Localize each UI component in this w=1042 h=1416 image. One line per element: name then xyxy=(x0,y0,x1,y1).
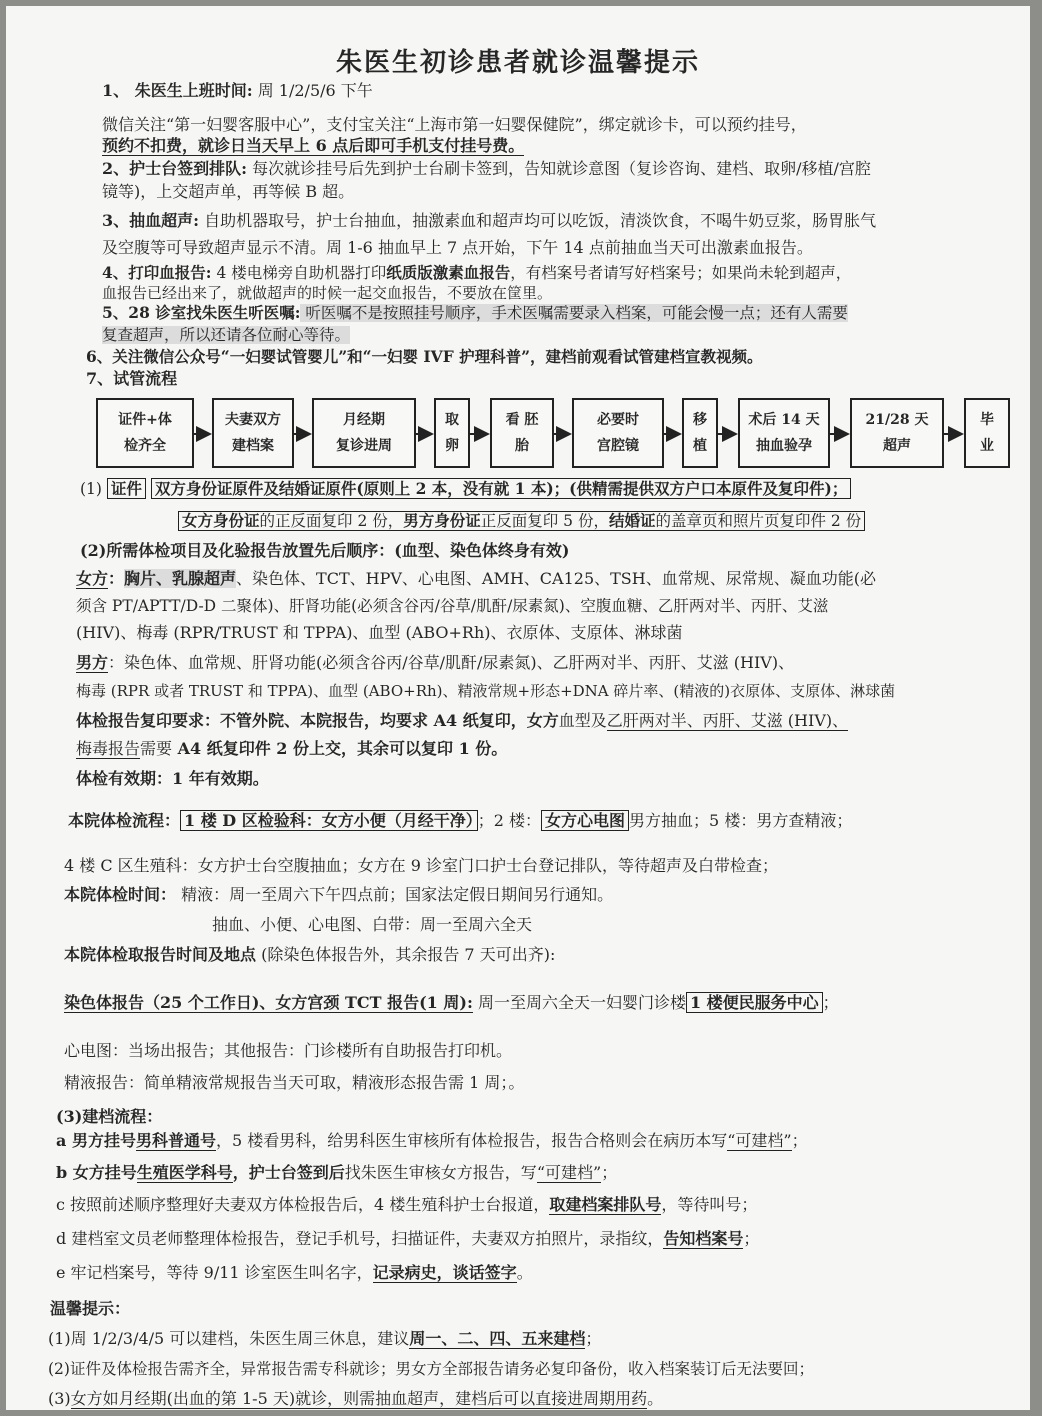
male-exams-line-2: 梅毒 (RPR 或者 TRUST 和 TPPA)、血型 (ABO+Rh)、精液常规+形态+DNA 碎片率、(精液的)衣原体、支原体、淋球菌 xyxy=(76,682,896,700)
documents-label: 证件 xyxy=(107,478,146,499)
tip-2: (2)证件及体检报告需齐全，异常报告需专科就诊；男女方全部报告请务必复印备份，收入档案装订后无法要回； xyxy=(48,1360,814,1378)
exam-validity: 体检有效期：1 年有效期。 xyxy=(76,769,269,788)
flow-step-docs: 证件+体 检齐全 xyxy=(96,398,194,468)
section-1-line-2: 微信关注“第一妇婴客服中心”，支付宝关注“上海市第一妇婴保健院”，绑定就诊卡，可以预约挂号， xyxy=(102,115,807,134)
report-pickup-line: 本院体检取报告时间及地点 (除染色体报告外，其余报告 7 天可出齐): xyxy=(64,945,556,964)
flow-step-graduate: 毕 业 xyxy=(964,398,1010,468)
section-4-line-2: 血报告已经出来了，就做超声的时候一起交血报告，不要放在筐里。 xyxy=(102,284,553,302)
tip-3: (3)女方如月经期(出血的第 1-5 天)就诊，则需抽血超声，建档后可以直接进周期用药。 xyxy=(48,1389,664,1408)
ecg-report-line: 心电图：当场出报告；其他报告：门诊楼所有自助报告打印机。 xyxy=(64,1041,513,1060)
filing-step-e: e 牢记档案号，等待 9/11 诊室医生叫名字，记录病史，谈话签字。 xyxy=(56,1263,533,1282)
section-1-line-1: 1、 朱医生上班时间: 周 1/2/5/6 下午 xyxy=(102,81,373,100)
filing-step-a: a 男方挂号男科普通号，5 楼看男科，给男科医生审核所有体检报告，报告合格则会在病历本写“可建档”； xyxy=(56,1131,808,1150)
filing-step-c: c 按照前述顺序整理好夫妻双方体检报告后，4 楼生殖科护士台报道，取建档案排队号，等待叫号； xyxy=(56,1195,758,1214)
section-2-line-1: 2、护士台签到排队: 每次就诊挂号后先到护士台刷卡签到，告知就诊意图（复诊咨询、建档、取卵/移植/宫腔 xyxy=(102,159,871,178)
section-4-line-1: 4、打印血报告: 4 楼电梯旁自助机器打印纸质版激素血报告，有档案号者请写好档案号；如果尚未轮到超声， xyxy=(102,263,852,282)
section-2-line-2: 镜等)，上交超声单，再等候 B 超。 xyxy=(102,182,355,201)
section-7-heading: 7、试管流程 xyxy=(86,369,178,388)
section-3-line-1: 3、抽血超声: 自助机器取号，护士台抽血，抽激素血和超声均可以吃饭，清淡饮食，不喝牛奶豆浆，肠胃胀气 xyxy=(102,211,877,230)
hospital-exam-flow-line-2: 4 楼 C 区生殖科：女方护士台空腹抽血；女方在 9 诊室门口护士台登记排队，等待超声及白带检查； xyxy=(64,856,779,875)
section-5-line-1: 5、28 诊室找朱医生听医嘱: 听医嘱不是按照挂号顺序，手术医嘱需要录入档案，可能会慢一点；还有人需要 xyxy=(102,303,848,322)
filing-heading: (3)建档流程： xyxy=(56,1107,163,1126)
flow-step-embryo: 看 胚 胎 xyxy=(490,398,554,468)
hospital-exam-time-line-1: 本院体检时间： 精液：周一至周六下午四点前；国家法定假日期间另行通知。 xyxy=(64,885,614,904)
flow-step-transfer: 移 植 xyxy=(682,398,718,468)
tips-heading: 温馨提示： xyxy=(50,1299,131,1318)
exams-heading: (2)所需体检项目及化验报告放置先后顺序：(血型、染色体终身有效) xyxy=(80,541,570,560)
hospital-exam-flow-line: 本院体检流程： 1 楼 D 区检验科：女方小便（月经干净） ；2 楼： 女方心电图 男方抽血；5 楼：男方查精液； xyxy=(68,811,853,830)
tip-1: (1)周 1/2/3/4/5 可以建档，朱医生周三休息，建议周一、二、四、五来建档； xyxy=(48,1329,602,1348)
flow-step-retrieval: 取 卵 xyxy=(434,398,470,468)
male-exams-line-1: 男方：染色体、血常规、肝肾功能(必须含谷丙/谷草/肌酐/尿素氮)、乙肝两对半、丙肝、艾滋 (HIV)、 xyxy=(76,653,795,672)
flow-step-cycle: 月经期 复诊进周 xyxy=(312,398,416,468)
documents-line-2: 女方身份证的正反面复印 2 份，男方身份证正反面复印 5 份，结婚证的盖章页和照片页复印件 2 份 xyxy=(178,510,865,532)
section-1-label: 1、 朱医生上班时间: xyxy=(102,81,253,100)
documents-line-1: (1) 证件 双方身份证原件及结婚证原件(原则上 2 本，没有就 1 本)；(供精需提供双方户口本原件及复印件)； xyxy=(80,478,851,500)
copy-requirement-line-2: 梅毒报告需要 A4 纸复印件 2 份上交，其余可以复印 1 份。 xyxy=(76,739,508,758)
ivf-flow-diagram xyxy=(86,398,1016,470)
flow-step-file: 夫妻双方 建档案 xyxy=(212,398,294,468)
semen-report-line: 精液报告：简单精液常规报告当天可取，精液形态报告需 1 周；。 xyxy=(64,1073,525,1092)
flow-step-ultrasound: 21/28 天 超声 xyxy=(850,398,944,468)
female-exams-line-2: 须含 PT/APTT/D-D 二聚体)、肝肾功能(必须含谷丙/谷草/肌酐/尿素氮)、空腹血糖、乙肝两对半、丙肝、艾滋 xyxy=(76,597,829,615)
section-3-line-2: 及空腹等可导致超声显示不清。周 1-6 抽血早上 7 点开始，下午 14 点前抽血当天可出激素血报告。 xyxy=(102,238,813,257)
hospital-exam-time-line-2: 抽血、小便、心电图、白带：周一至周六全天 xyxy=(212,915,533,934)
document-page xyxy=(6,6,1030,1410)
filing-step-d: d 建档室文员老师整理体检报告，登记手机号，扫描证件，夫妻双方拍照片，录指纹，告知档案号； xyxy=(56,1229,760,1248)
copy-requirement-line-1: 体检报告复印要求：不管外院、本院报告，均要求 A4 纸复印，女方血型及乙肝两对半、丙肝、艾滋 (HIV)、 xyxy=(76,711,849,730)
section-6-line: 6、关注微信公众号“一妇婴试管婴儿”和“一妇婴 IVF 护理科普”，建档前观看试管建档宣教视频。 xyxy=(86,347,763,366)
filing-step-b: b 女方挂号生殖医学科号，护士台签到后找朱医生审核女方报告，写“可建档”； xyxy=(56,1163,618,1182)
chromosome-report-line: 染色体报告（25 个工作日)、女方宫颈 TCT 报告(1 周): 周一至周六全天一妇婴门诊楼 1 楼便民服务中心 ； xyxy=(64,993,839,1012)
section-5-line-2: 复查超声，所以还请各位耐心等待。 xyxy=(102,326,351,344)
flow-step-hysteroscopy: 必要时 宫腔镜 xyxy=(572,398,664,468)
flow-step-pregnancy-test: 术后 14 天 抽血验孕 xyxy=(738,398,830,468)
female-exams-line-3: (HIV)、梅毒 (RPR/TRUST 和 TPPA)、血型 (ABO+Rh)、衣原体、支原体、淋球菌 xyxy=(76,623,683,642)
female-exams-line-1: 女方：胸片、乳腺超声、染色体、TCT、HPV、心电图、AMH、CA125、TSH、血常规、尿常规、凝血功能(必 xyxy=(76,569,876,588)
section-1-line-3: 预约不扣费，就诊日当天早上 6 点后即可手机支付挂号费。 xyxy=(102,136,525,155)
page-title: 朱医生初诊患者就诊温馨提示 xyxy=(335,48,700,78)
